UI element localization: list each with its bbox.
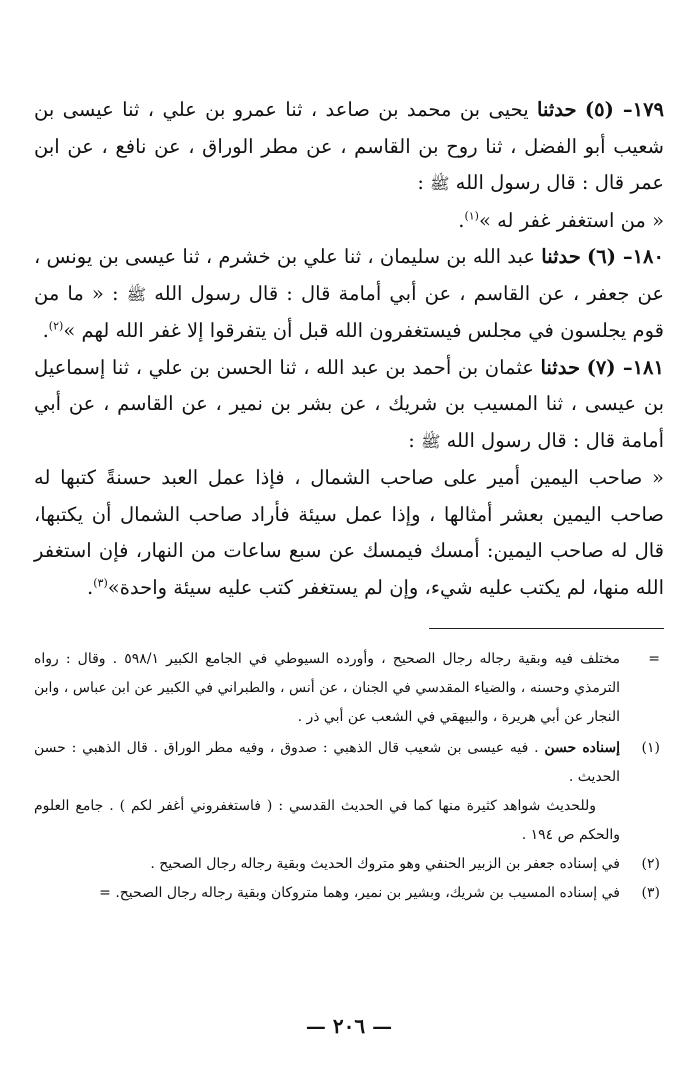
colon: : xyxy=(408,428,415,452)
hadith-number: ١٨١– (٧) xyxy=(586,355,664,379)
page-number: — ٢٠٦ — xyxy=(305,1014,393,1038)
isnad-text: عبد الله بن سليمان ، ثنا علي بن خشرم ، ثنا عيسى بن يونس ، عن جعفر ، عن القاسم ، عن أبي أمامة قال : قال رسول الله xyxy=(34,245,664,305)
footnotes xyxy=(34,645,664,908)
footnote-2 xyxy=(34,850,664,879)
footnote-3 xyxy=(34,879,664,908)
footnote-text: في إسناده جعفر بن الزبير الحنفي وهو متروك الحديث وبقية رجاله رجال الصحيح . xyxy=(150,856,620,872)
isnad-text: عثمان بن أحمد بن عبد الله ، ثنا الحسن بن علي ، ثنا إسماعيل بن عيسى ، ثنا المسيب بن شريك ، عن بشر بن نمير ، عن القاسم ، عن أبي أمامة قال : قال رسول الله xyxy=(34,355,664,452)
hadith-number: ١٨٠– (٦) xyxy=(587,245,664,268)
footnote-1 xyxy=(34,734,664,850)
haddathana-word: حدثنا xyxy=(537,98,577,121)
footnote-mark: = xyxy=(648,651,660,667)
matn-text: « ما من قوم يجلسون في مجلس فيستغفرون الله قبل أن يتفرقوا إلا غفر الله لهم » xyxy=(34,281,664,342)
footnote-ref: (١) xyxy=(464,209,479,222)
footnote-mark: (٣) xyxy=(641,885,660,901)
salawat-symbol: ﷺ xyxy=(126,284,147,304)
footnote-text: في إسناده المسيب بن شريك، وبشير بن نمير، وهما متروكان وبقية رجاله رجال الصحيح. = xyxy=(99,885,620,901)
end-dot: . xyxy=(42,319,49,342)
salawat-symbol: ﷺ xyxy=(430,174,450,193)
hadith-number: ١٧٩– (٥) xyxy=(584,98,665,121)
footnote-mark: (٢) xyxy=(641,856,660,872)
haddathana-word: حدثنا xyxy=(541,245,581,268)
matn-text: « من استغفر غفر له » xyxy=(478,208,664,232)
haddathana-word: حدثنا xyxy=(540,355,581,379)
footnote-ref: (٢) xyxy=(48,319,64,333)
footnote-mark: (١) xyxy=(641,740,660,756)
hadith-179 xyxy=(34,92,664,239)
footnote-continuation xyxy=(34,645,664,732)
colon: : xyxy=(112,281,119,305)
matn-text: « صاحب اليمين أمير على صاحب الشمال ، فإذا عمل العبد حسنةً كتبها له صاحب اليمين بعشر أمثالها ، وإذا عمل سيئة فأراد صاحب الشمال أن يكتبها، قال له صاحب اليمين: أمسك فيمسك عن سبع ساعات من النهار، فإن استغفر الله منها، لم يكتب عليه شيء، وإن لم يستغفر كتب عليه سيئة واحدة» xyxy=(34,466,664,599)
page-content xyxy=(34,92,664,908)
colon: : xyxy=(417,171,424,194)
footnote-separator xyxy=(429,628,664,629)
footnote-second-paragraph: وللحديث شواهد كثيرة منها كما في الحديث القدسي : ( فاستغفروني أغفر لكم ) . جامع العلوم والحكم ص ١٩٤ . xyxy=(34,798,620,843)
hadith-180 xyxy=(34,239,664,350)
salawat-symbol: ﷺ xyxy=(421,431,441,451)
footnote-text: مختلف فيه وبقية رجاله رجال الصحيح ، وأورده السيوطي في الجامع الكبير ٥٩٨/١ . وقال : رواه الترمذي وحسنه ، والضياء المقدسي في الجنان ، عن أنس ، والطبراني في الكبير عن ابن عباس ، وابن النجار عن أبي هريرة ، والبيهقي في الشعب عن أبي ذر . xyxy=(34,651,620,725)
end-dot: . xyxy=(87,575,94,599)
hadith-181 xyxy=(34,350,664,607)
end-dot: . xyxy=(458,208,465,232)
footnote-bold-lead: إسناده حسن xyxy=(544,740,620,756)
footnote-text: إسناده حسن . فيه عيسى بن شعيب قال الذهبي : صدوق ، وفيه مطر الوراق . قال الذهبي : حسن الحديث . xyxy=(34,740,620,785)
isnad-text: يحيى بن محمد بن صاعد ، ثنا عمرو بن علي ، ثنا عيسى بن شعيب أبو الفضل ، ثنا روح بن القاسم ، عن مطر الوراق ، عن نافع ، عن ابن عمر قال : قال رسول الله xyxy=(34,98,664,194)
hadith-text xyxy=(34,92,664,606)
footnote-ref: (٣) xyxy=(93,576,108,589)
